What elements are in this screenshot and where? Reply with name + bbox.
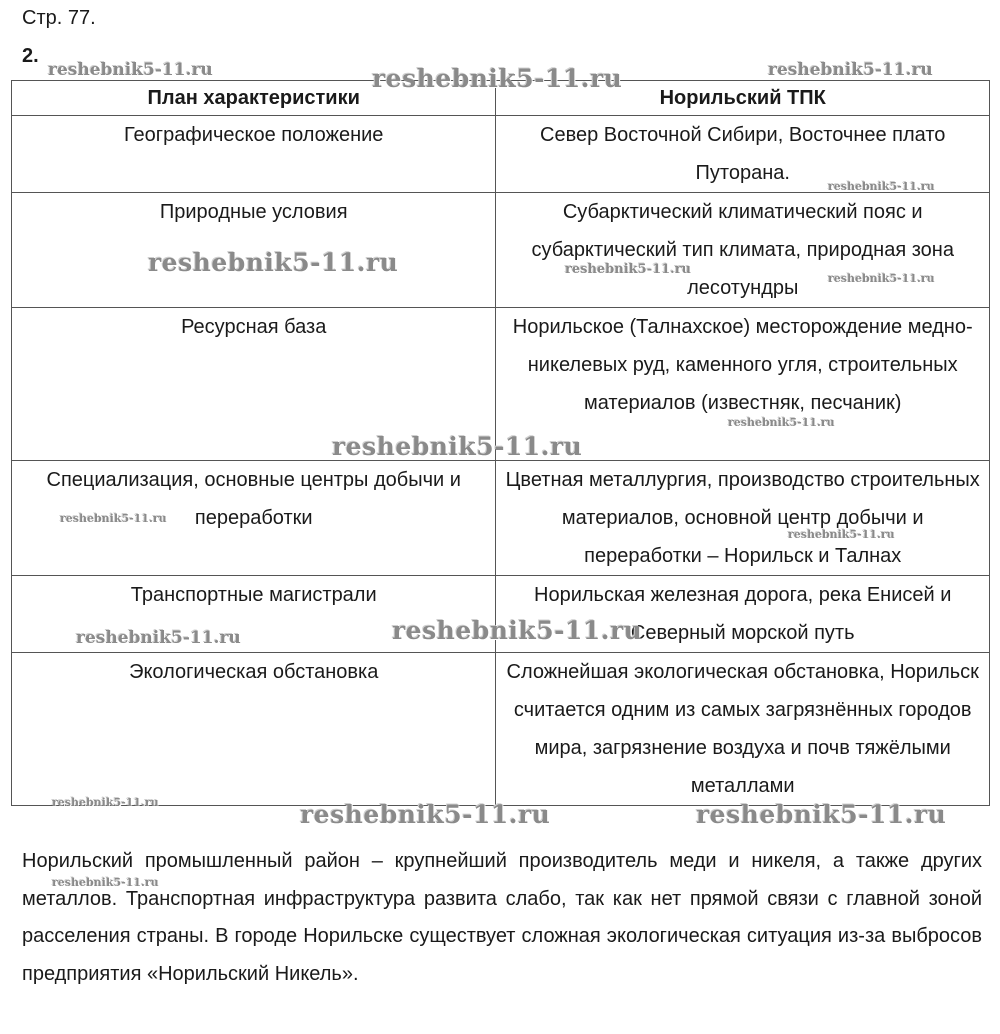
table-header-row [12,81,990,116]
value-cell: Цветная металлургия, производство строительных материалов, основной центр добычи и переработки – Норильск и Талнах [496,461,990,576]
value-cell: Норильская железная дорога, река Енисей и Северный морской путь [496,576,990,653]
criterion-cell: Ресурсная база [12,308,496,461]
watermark: reshebnik5-11.ru [300,800,551,829]
conclusion-paragraph: Норильский промышленный район – крупнейший производитель меди и никеля, а также других металлов. Транспортная инфраструктура развита слабо, так как нет прямой связи с главной зоной расселения страны. В городе Норильске существует сложная экологическая ситуация из-за выбросов предприятия «Норильский Никель». [22,850,982,985]
watermark: reshebnik5-11.ru [696,800,947,829]
criterion-cell: Специализация, основные центры добычи и переработки [12,461,496,576]
watermark: reshebnik5-11.ru [52,796,159,809]
watermark: reshebnik5-11.ru [372,64,623,93]
watermark: reshebnik5-11.ru [392,616,643,645]
watermark: reshebnik5-11.ru [60,512,167,525]
value-cell: Норильское (Талнахское) месторождение медно-никелевых руд, каменного угля, строительных материалов (известняк, песчаник) [496,308,990,461]
table-row [12,461,990,576]
characteristics-table [11,80,990,806]
criterion-cell: Природные условия [12,193,496,308]
watermark: reshebnik5-11.ru [332,432,583,461]
watermark: reshebnik5-11.ru [828,180,935,193]
value-cell: Сложнейшая экологическая обстановка, Норильск считается одним из самых загрязнённых городов мира, загрязнение воздуха и почв тяжёлыми металлами [496,653,990,806]
header-plan: План характеристики [12,81,496,116]
watermark: reshebnik5-11.ru [76,628,241,648]
table-row [12,653,990,806]
watermark: reshebnik5-11.ru [52,876,159,889]
table-row [12,576,990,653]
criterion-cell: Транспортные магистрали [12,576,496,653]
table-row [12,193,990,308]
watermark: reshebnik5-11.ru [565,262,692,277]
criterion-cell: Географическое положение [12,116,496,193]
table-row [12,116,990,193]
watermark: reshebnik5-11.ru [768,60,933,80]
watermark: reshebnik5-11.ru [48,60,213,80]
header-norilsk-tpk: Норильский ТПК [496,81,990,116]
task-number: 2. [22,45,39,67]
watermark: reshebnik5-11.ru [728,416,835,429]
value-cell: Субарктический климатический пояс и субарктический тип климата, природная зона лесотундры [496,193,990,308]
table-row [12,308,990,461]
value-cell: Север Восточной Сибири, Восточнее плато Путорана. [496,116,990,193]
page-reference: Стр. 77. [22,7,96,29]
criterion-cell: Экологическая обстановка [12,653,496,806]
watermark: reshebnik5-11.ru [788,528,895,541]
watermark: reshebnik5-11.ru [148,248,399,277]
watermark: reshebnik5-11.ru [828,272,935,285]
